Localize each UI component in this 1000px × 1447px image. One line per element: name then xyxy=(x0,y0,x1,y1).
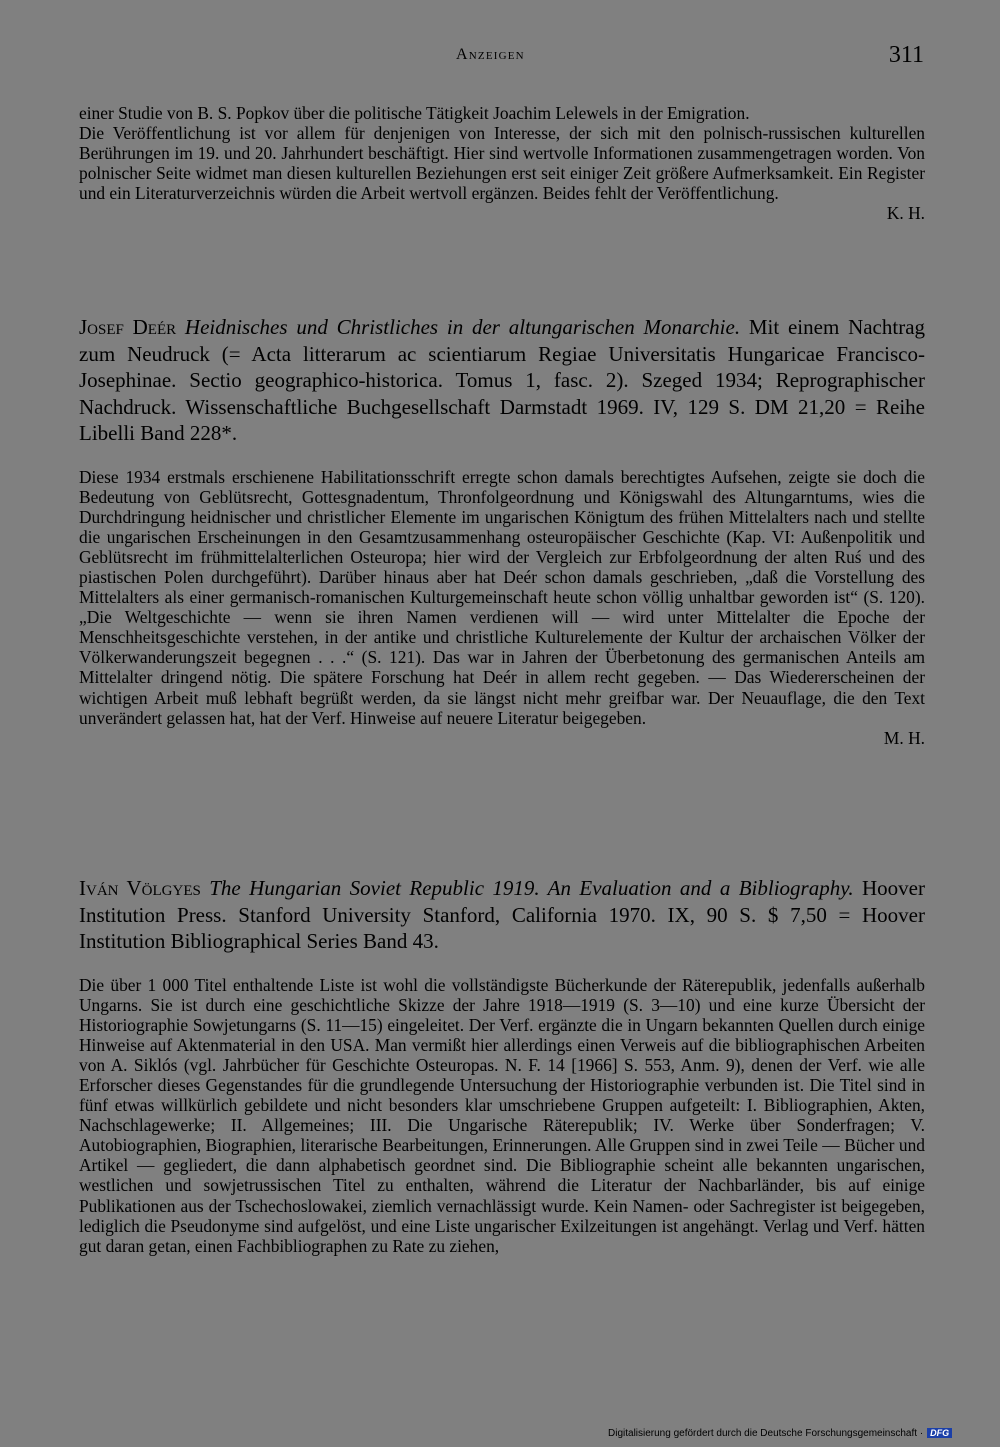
page-number: 311 xyxy=(888,42,924,68)
review-details: Hoover Institution Press. Stanford University Stanford, California 1970. IX, 90 S. $ 7,50 = Hoover Institution Bibliographical Series Band 43. xyxy=(79,876,925,953)
continuation-section xyxy=(79,103,925,223)
reviewer-initials: K. H. xyxy=(886,203,925,224)
review-entry-volgyes xyxy=(79,875,925,1256)
continuation-paragraph: Die Veröffentlichung ist vor allem für denjenigen von Interesse, der sich mit den polnisch-russischen kulturellen Berührungen im 19. und 20. Jahrhundert beschäftigt. Hier sind wertvolle Informationen zusammengetragen worden. Von polnischer Seite widmet man diesen kulturellen Beziehungen erst seit einiger Zeit größere Aufmerksamkeit. Ein Register und ein Literaturverzeichnis würden die Arbeit wertvoll ergänzen. Beides fehlt der Veröffentlichung. xyxy=(79,123,925,204)
continuation-paragraph: einer Studie von B. S. Popkov über die politische Tätigkeit Joachim Lelewels in der Emigration. xyxy=(79,103,750,123)
review-author: Iván Völgyes xyxy=(79,876,201,900)
dfg-logo: DFG xyxy=(927,1428,952,1438)
review-entry-deer xyxy=(79,314,925,748)
footer-text: Digitalisierung gefördert durch die Deutsche Forschungsgemeinschaft · xyxy=(608,1428,924,1439)
digitization-footer xyxy=(608,1428,952,1439)
running-head-title: Anzeigen xyxy=(456,46,525,63)
review-title: The Hungarian Soviet Republic 1919. An Evaluation and a Bibliography. xyxy=(209,876,854,900)
review-body: Diese 1934 erstmals erschienene Habilitationsschrift erregte schon damals berechtigtes Aufsehen, zeigte sie doch die Bedeutung von Geblütsrecht, Gottesgnadentum, Thronfolgeordnung und Königswahl des Altungarntums, wies die Durchdringung heidnischer und christlicher Elemente im ungarischen Königtum des frühen Mittelalters nach und stellte die ungarischen Erscheinungen in den Gesamtzusammenhang osteuropäischer Geschichte (Kap. VI: Außenpolitik und Geblütsrecht im frühmittelalterlichen Osteuropa; hier wird der Vergleich zur Erbfolgeordnung der alten Ruś und des piastischen Polen durchgeführt). Darüber hinaus aber hat Deér schon damals geschrieben, „daß die Vorstellung des Mittelalters als einer germanisch-romanischen Kulturgemeinschaft heute schon völlig unhaltbar geworden ist“ (S. 120). „Die Weltgeschichte — wenn sie ihren Namen verdienen will — wird unter Mittelalter die Epoche der Menschheitsgeschichte verstehen, in der antike und christliche Kulturelemente der Kultur der archaischen Völker der Völkerwanderungszeit begegnen . . .“ (S. 121). Das war in Jahren der Überbetonung des germanischen Anteils am Mittelalter dringend nötig. Die spätere Forschung hat Deér in allem recht gegeben. — Das Wiedererscheinen der wichtigen Arbeit muß lebhaft begrüßt werden, da sie längst nicht mehr greifbar war. Der Neuauflage, die den Text unverändert gelassen hat, hat der Verf. Hinweise auf neuere Literatur beigegeben. xyxy=(79,466,925,728)
review-body: Die über 1 000 Titel enthaltende Liste ist wohl die vollständigste Bücherkunde der Räterepublik, jedenfalls außerhalb Ungarns. Sie ist durch eine geschichtliche Skizze der Jahre 1918—1919 (S. 3—10) und eine kurze Übersicht der Historiographie Sowjetungarns (S. 11—15) eingeleitet. Der Verf. ergänzte die in Ungarn bekannten Quellen durch einige Hinweise auf Aktenmaterial in den USA. Man vermißt hier allerdings einen Verweis auf die bibliographischen Arbeiten von A. Siklós (vgl. Jahrbücher für Geschichte Osteuropas. N. F. 14 [1966] S. 553, Anm. 9), denen der Verf. wie alle Erforscher dieses Gegenstandes für die grundlegende Untersuchung der Historiographie verbunden ist. Die Titel sind in fünf etwas willkürlich gebildete und nicht besonders klar umschriebene Gruppen aufgeteilt: I. Bibliographien, Akten, Nachschlagewerke; II. Allgemeines; III. Die Ungarische Räterepublik; IV. Werke über Sonderfragen; V. Autobiographien, Biographien, literarische Bearbeitungen, Erinnerungen. Alle Gruppen sind in zwei Teile — Bücher und Artikel — gegliedert, die dann alphabetisch geordnet sind. Die Bibliographie scheint alle bekannten ungarischen, westlichen und sowjetrussischen Titel zu enthalten, während die Literatur der Nachbarländer, bis auf einige Publikationen aus der Tschechoslowakei, ziemlich vernachlässigt wurde. Kein Namen- oder Sachregister ist beigegeben, lediglich die Pseudonyme sind aufgelöst, und eine Liste ungarischer Exilzeitungen ist angehängt. Verlag und Verf. hätten gut daran getan, einen Fachbibliographen zu Rate zu ziehen, xyxy=(79,974,925,1256)
review-heading xyxy=(79,875,925,955)
review-heading xyxy=(79,314,925,447)
reviewer-initials: M. H. xyxy=(883,727,925,748)
review-details: Mit einem Nachtrag zum Neudruck (= Acta litterarum ac scientiarum Regiae Universitatis Hungaricae Francisco-Josephinae. Sectio geographico-historica. Tomus 1, fasc. 2). Szeged 1934; Reprographischer Nachdruck. Wissenschaftliche Buchgesellschaft Darmstadt 1969. IV, 129 S. DM 21,20 = Reihe Libelli Band 228*. xyxy=(79,315,926,445)
review-title: Heidnisches und Christliches in der altungarischen Monarchie. xyxy=(184,315,741,339)
review-author: Josef Deér xyxy=(79,315,177,339)
running-head xyxy=(0,44,1000,74)
